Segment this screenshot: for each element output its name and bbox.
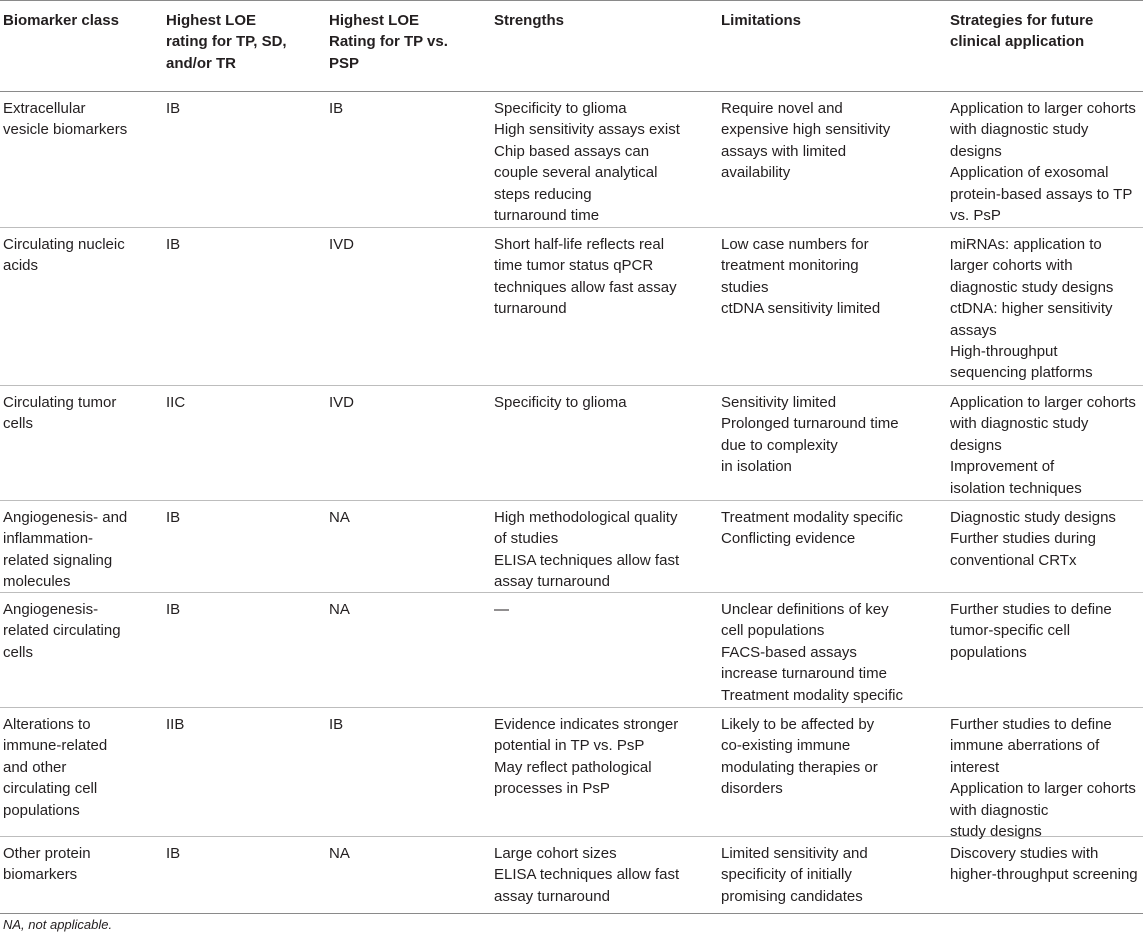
cell-limitations: Limited sensitivity and specificity of initially promising candidates [721,845,868,905]
cell-biomarker-class: Circulating tumor cells [3,394,117,433]
cell-strengths: Specificity to glioma High sensitivity assays exist Chip based assays can couple several analytical steps reducing turnaround time [494,100,680,225]
cell-loe-tp-sd-tr: IIC [166,394,186,411]
cell-biomarker-class: Other protein biomarkers [3,845,91,884]
cell-loe-tp-vs-psp: IVD [329,394,355,411]
cell-strengths: Short half-life reflects real time tumor status qPCR techniques allow fast assay turnaround [494,236,677,318]
cell-loe-tp-sd-tr: IB [166,100,181,117]
cell-biomarker-class: Angiogenesis- related circulating cells [3,601,121,661]
cell-strengths: Specificity to glioma [494,394,627,411]
cell-biomarker-class: Angiogenesis- and inflammation- related signaling molecules [3,509,128,591]
table-header [0,0,1143,92]
cell-strengths: Evidence indicates stronger potential in TP vs. PsP May reflect pathological processes in PsP [494,716,679,798]
table-row [0,837,1143,914]
table-row [0,228,1143,386]
cell-loe-tp-vs-psp: NA [329,845,350,862]
cell-strategies: miRNAs: application to larger cohorts with diagnostic study designs ctDNA: higher sensitivity assays High-throughput sequencing platforms [950,236,1114,382]
cell-strategies: Further studies to define tumor-specific cell populations [950,601,1112,661]
cell-biomarker-class: Circulating nucleic acids [3,236,125,275]
cell-strengths: — [494,601,509,618]
cell-strategies: Application to larger cohorts with diagnostic study designs Improvement of isolation techniques [950,394,1136,497]
table-footnote: NA, not applicable. [3,917,113,932]
cell-limitations: Low case numbers for treatment monitoring studies ctDNA sensitivity limited [721,236,881,318]
cell-loe-tp-vs-psp: NA [329,509,350,526]
table-row [0,501,1143,593]
header-loe-tp-vs-psp: Highest LOE Rating for TP vs. PSP [329,12,448,72]
header-strategies: Strategies for future clinical application [950,12,1094,51]
cell-loe-tp-sd-tr: IB [166,236,181,253]
cell-limitations: Require novel and expensive high sensitivity assays with limited availability [721,100,891,182]
header-loe-tp-sd-tr: Highest LOE rating for TP, SD, and/or TR [166,12,287,72]
table-row [0,92,1143,228]
table-row [0,386,1143,501]
cell-strengths: High methodological quality of studies ELISA techniques allow fast assay turnaround [494,509,680,591]
table-row [0,708,1143,841]
cell-strategies: Diagnostic study designs Further studies during conventional CRTx [950,509,1116,569]
cell-loe-tp-sd-tr: IB [166,509,181,526]
cell-loe-tp-vs-psp: IB [329,716,344,733]
cell-loe-tp-sd-tr: IB [166,845,181,862]
cell-biomarker-class: Alterations to immune-related and other circulating cell populations [3,716,108,819]
cell-strategies: Application to larger cohorts with diagnostic study designs Application of exosomal protein-based assays to TP vs. PsP [950,100,1136,225]
cell-loe-tp-vs-psp: IB [329,100,344,117]
cell-loe-tp-vs-psp: NA [329,601,350,618]
header-limitations: Limitations [721,12,802,29]
cell-loe-tp-sd-tr: IIB [166,716,185,733]
cell-limitations: Unclear definitions of key cell populations FACS-based assays increase turnaround time Treatment modality specific [721,601,904,704]
cell-limitations: Sensitivity limited Prolonged turnaround time due to complexity in isolation [721,394,899,476]
cell-strategies: Discovery studies with higher-throughput screening [950,845,1138,884]
cell-biomarker-class: Extracellular vesicle biomarkers [3,100,128,139]
cell-loe-tp-vs-psp: IVD [329,236,355,253]
cell-strategies: Further studies to define immune aberrations of interest Application to larger cohorts with diagnostic study designs [950,716,1136,841]
table-row [0,593,1143,708]
cell-limitations: Likely to be affected by co-existing immune modulating therapies or disorders [721,716,878,798]
cell-strengths: Large cohort sizes ELISA techniques allow fast assay turnaround [494,845,680,905]
header-biomarker-class: Biomarker class [3,12,119,29]
cell-loe-tp-sd-tr: IB [166,601,181,618]
cell-limitations: Treatment modality specific Conflicting evidence [721,509,904,548]
header-strengths: Strengths [494,12,565,29]
